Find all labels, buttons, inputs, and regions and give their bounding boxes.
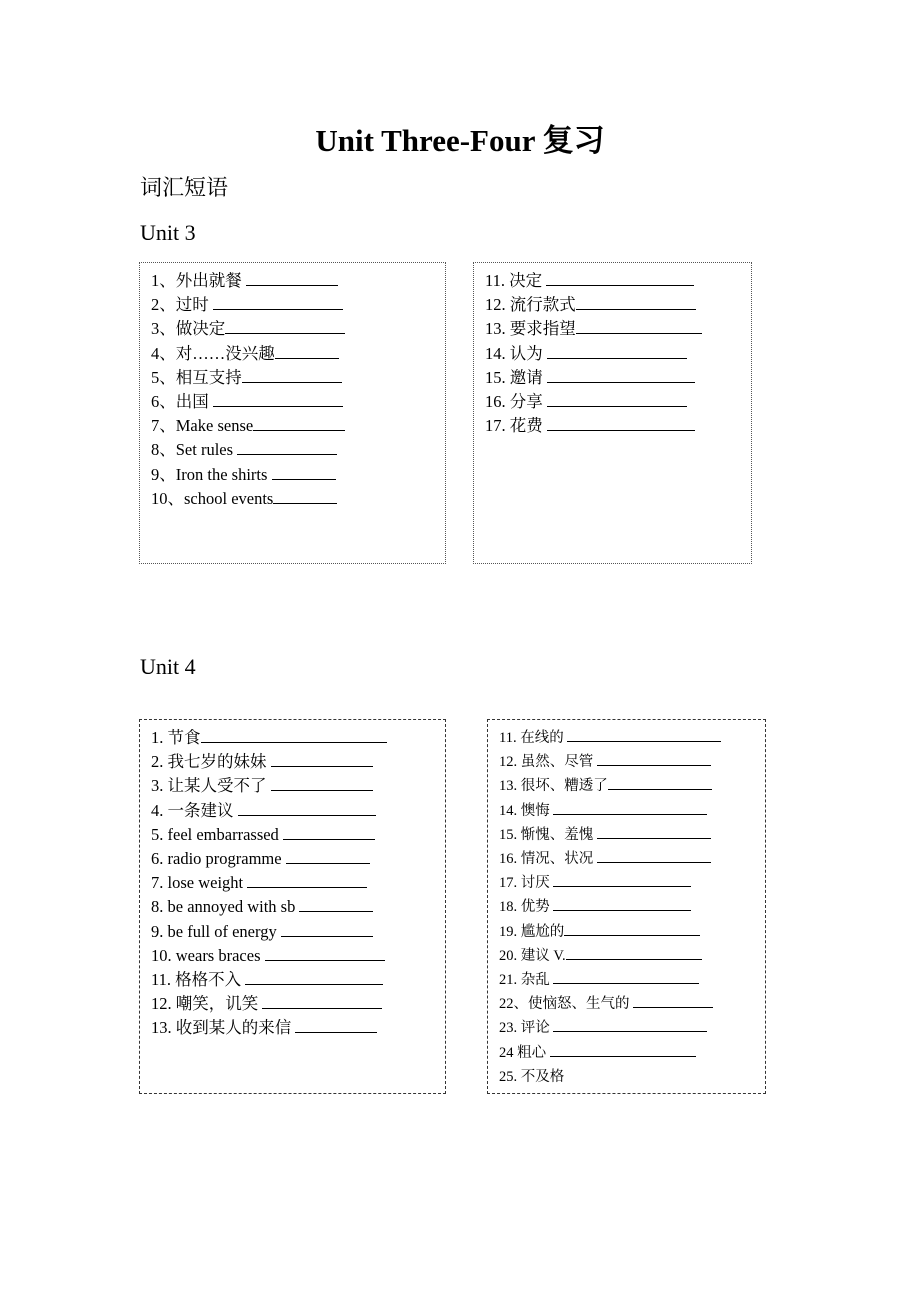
- page-title: Unit Three-Four 复习: [315, 123, 605, 158]
- list-item: 19. 尴尬的: [499, 920, 765, 944]
- list-item: 4、对……没兴趣: [151, 342, 445, 366]
- list-item: 13. 很坏、糟透了: [499, 774, 765, 798]
- list-item: 8、Set rules: [151, 438, 445, 462]
- list-item: 9、Iron the shirts: [151, 463, 445, 487]
- list-item: 3. 让某人受不了: [151, 774, 445, 798]
- list-item: 6. radio programme: [151, 847, 445, 871]
- list-item: 8. be annoyed with sb: [151, 895, 445, 919]
- list-item: 25. 不及格: [499, 1068, 565, 1085]
- list-item: 13. 收到某人的来信: [151, 1016, 445, 1040]
- list-item: 14. 认为: [485, 342, 751, 366]
- list-item: 4. 一条建议: [151, 799, 445, 823]
- list-item: 5. feel embarrassed: [151, 823, 445, 847]
- list-item: 12. 虽然、尽管: [499, 750, 765, 774]
- unit3-right-box: [473, 262, 752, 564]
- list-item: 3、做决定: [151, 317, 445, 341]
- list-item: 15. 惭愧、羞愧: [499, 823, 765, 847]
- list-item: 20. 建议 V.: [499, 944, 765, 968]
- list-item: 16. 情况、状况: [499, 847, 765, 871]
- list-item: 6、出国: [151, 390, 445, 414]
- list-item: 22、使恼怒、生气的: [499, 992, 765, 1016]
- list-item: 2. 我七岁的妹妹: [151, 750, 445, 774]
- list-item: 23. 评论: [499, 1016, 765, 1040]
- list-item: 17. 花费: [485, 414, 751, 438]
- list-item: 13. 要求指望: [485, 317, 751, 341]
- unit4-left-box: [139, 719, 446, 1094]
- list-item: 10. wears braces: [151, 944, 445, 968]
- list-item: 1、外出就餐: [151, 269, 445, 293]
- list-item: 10、school events: [151, 487, 445, 511]
- list-item: 11. 在线的: [499, 726, 765, 750]
- section-heading: 词汇短语: [140, 175, 229, 200]
- list-item: 21. 杂乱: [499, 968, 765, 992]
- list-item: 11. 决定: [485, 269, 751, 293]
- list-item: 5、相互支持: [151, 366, 445, 390]
- list-item: 14. 懊悔: [499, 799, 765, 823]
- list-item: 11. 格格不入: [151, 968, 445, 992]
- list-item: 12. 流行款式: [485, 293, 751, 317]
- list-item: 17. 讨厌: [499, 871, 765, 895]
- list-item: 12. 嘲笑，讥笑: [151, 992, 445, 1016]
- list-item: 16. 分享: [485, 390, 751, 414]
- unit4-right-box: [487, 719, 766, 1094]
- list-item: 1. 节食: [151, 726, 445, 750]
- unit3-left-box: [139, 262, 446, 564]
- list-item: 7. lose weight: [151, 871, 445, 895]
- list-item: 24 粗心: [499, 1041, 765, 1065]
- unit4-heading: Unit 4: [140, 654, 196, 679]
- list-item: 7、Make sense: [151, 414, 445, 438]
- list-item: 18. 优势: [499, 895, 765, 919]
- list-item: 15. 邀请: [485, 366, 751, 390]
- unit3-heading: Unit 3: [140, 220, 196, 245]
- list-item: 9. be full of energy: [151, 920, 445, 944]
- list-item: 2、过时: [151, 293, 445, 317]
